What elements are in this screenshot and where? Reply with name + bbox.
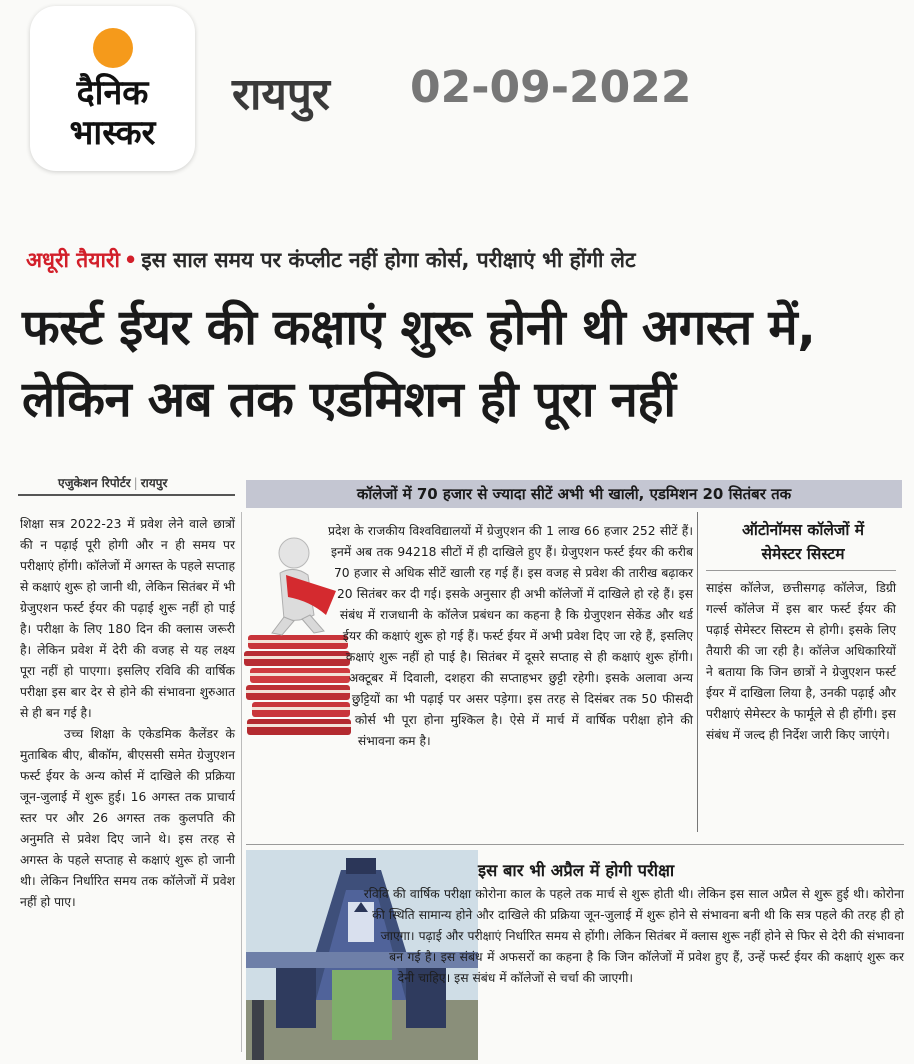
sidebar-text: [706, 578, 896, 746]
kicker-text: इस साल समय पर कंप्लीट नहीं होगा कोर्स, परीक्षाएं भी होंगी लेट: [141, 248, 636, 272]
main-paragraph: प्रदेश के राजकीय विश्वविद्यालयों में ग्रेजुएशन की 1 लाख 66 हजार 252 सीटें हैं। इनमें अब तक 94218 सीटों में ही दाखिले हुए हैं। ग्रेजुएशन फर्स्ट ईयर की करीब 70 हजार से अधिक सीटें खाली रह गई हैं। इस वजह से प्रवेश की तारीख बढ़ाकर 20 सितंबर कर दी गई। इसके अनुसार ही अभी कॉलेजों में दाखिले हो रहे हैं। इस संबंध में राजधानी के कॉलेज प्रबंधन का कहना है कि ग्रेजुएशन सेकेंड और थर्ड ईयर की कक्षाएं शुरू हो गई हैं। फर्स्ट ईयर में अभी प्रवेश दिए जा रहे हैं, इसलिए कक्षाएं शुरू नहीं हो पाई है। सितंबर में दूसरे सप्ताह से ही कक्षाएं शुरू होंगी। अक्टूबर में दिवाली, दशहरा की सप्ताहभर छुट्टी रहेगी। इसके अलावा अन्य छुट्टियों का भी पढ़ाई पर असर पड़ेगा। इस तरह से दिसंबर तक 50 फीसदी कोर्स भी पूरा होना मुश्किल है। ऐसे में मार्च में वार्षिक परीक्षा होने की संभावना कम है।: [327, 524, 693, 748]
bottom-paragraph: रविवि की वार्षिक परीक्षा कोरोना काल के पहले तक मार्च से शुरू होती थी। लेकिन इस साल अप्रैल से शुरू हुई थी। कोरोना की स्थिति सामान्य होने और दाखिले की प्रक्रिया जून-जुलाई में शुरू होने से संभावना बनी थी कि सत्र पहले की तरह ही हो जाएगा। पढ़ाई और परीक्षाएं निर्धारित समय से होंगी। लेकिन सितंबर में क्लास शुरू नहीं होने से फिर से देरी की संभावना बन गई है। इस संबंध में अफसरों का कहना है कि जिन कॉलेजों में प्रवेश हुए हैं, उन्हें फर्स्ट ईयर की कक्षाएं शुरू कर देनी चाहिए। इस संबंध में कॉलेजों से चर्चा की जाएगी।: [363, 887, 904, 985]
bottom-section-title: इस बार भी अप्रैल में होगी परीक्षा: [478, 861, 675, 880]
byline: [58, 474, 167, 491]
logo-text-line2: भास्कर: [69, 113, 156, 153]
sidebar-autonomous-colleges: [697, 512, 904, 832]
sidebar-title-line2: सेमेस्टर सिस्टम: [761, 545, 845, 563]
article-headline: फर्स्ट ईयर की कक्षाएं शुरू होनी थी अगस्त में, लेकिन अब तक एडमिशन ही पूरा नहीं: [22, 299, 816, 428]
left-paragraph-1: शिक्षा सत्र 2022-23 में प्रवेश लेने वाले छात्रों की न पढ़ाई पूरी होगी और न ही समय पर परीक्षाएं होंगी। कॉलेजों में अगस्त के पहले सप्ताह से कक्षाएं शुरू हो जानी थी, लेकिन सितंबर में भी ग्रेजुएशन फर्स्ट ईयर की पढ़ाई शुरू नहीं हो पाई है। परीक्षा के लिए 180 दिन की क्लास जरूरी है। लेकिन प्रवेश में देरी की वजह से यह लक्ष्य पूरा नहीं हो पाएगा। इसलिए रविवि की वार्षिक परीक्षा इस बार देर से होने की संभावना शुरुआत से ही बन गई है।: [20, 517, 235, 720]
byline-rule: [18, 494, 235, 496]
bottom-section-rule: [246, 844, 904, 845]
byline-separator: |: [133, 476, 138, 490]
edition-city: रायपुर: [232, 69, 330, 120]
sidebar-paragraph: साइंस कॉलेज, छत्तीसगढ़ कॉलेज, डिग्री गर्ल्स कॉलेज में इस बार फर्स्ट ईयर की पढ़ाई सेमेस्टर सिस्टम से होगी। इसके लिए तैयारी की जा रही है। कॉलेज अधिकारियों ने बताया कि जिन छात्रों ने ग्रेजुएशन फर्स्ट ईयर में दाखिला लिया है, उनकी पढ़ाई और परीक्षाएं सेमेस्टर के फार्मूले से ही होंगी। इस संबंध में जल्द ही निर्देश जारी किए जाएंगे।: [706, 581, 896, 742]
kicker-label: अधूरी तैयारी: [26, 248, 120, 272]
byline-reporter: एजुकेशन रिपोर्टर: [58, 476, 131, 490]
article-kicker: [26, 246, 906, 274]
edition-date: 02-09-2022: [410, 62, 692, 113]
logo-text-line1: दैनिक: [76, 73, 149, 113]
byline-city: रायपुर: [140, 476, 168, 490]
sidebar-rule: [706, 570, 896, 571]
section-strip-heading: कॉलेजों में 70 हजार से ज्यादा सीटें अभी भी खाली, एडमिशन 20 सितंबर तक: [246, 480, 902, 508]
sidebar-title-line1: ऑटोनॉमस कॉलेजों में: [741, 521, 865, 539]
sidebar-title: [712, 518, 894, 566]
bottom-text-block: [246, 884, 904, 1064]
column-divider: [241, 512, 242, 1052]
left-column: [20, 514, 235, 913]
main-text-block: [248, 521, 693, 753]
kicker-bullet: •: [123, 248, 138, 272]
logo-sun-icon: [93, 28, 133, 68]
logo-dainik-bhaskar: [30, 6, 195, 171]
left-paragraph-2: उच्च शिक्षा के एकेडमिक कैलेंडर के मुताबिक बीए, बीकॉम, बीएससी समेत ग्रेजुएशन फर्स्ट ईयर के अन्य कोर्स में दाखिले की प्रक्रिया जून-जुलाई में शुरू हुई। 16 अगस्त तक प्राचार्य स्तर पर और 26 अगस्त तक कुलपति की अनुमति से प्रवेश दिए जाने थे। इस तरह से अगस्त के पहले सप्ताह से कक्षाएं शुरू हो जानी थी। लेकिन निर्धारित समय तक कॉलेजों में प्रवेश नहीं हो पाए।: [20, 727, 235, 909]
